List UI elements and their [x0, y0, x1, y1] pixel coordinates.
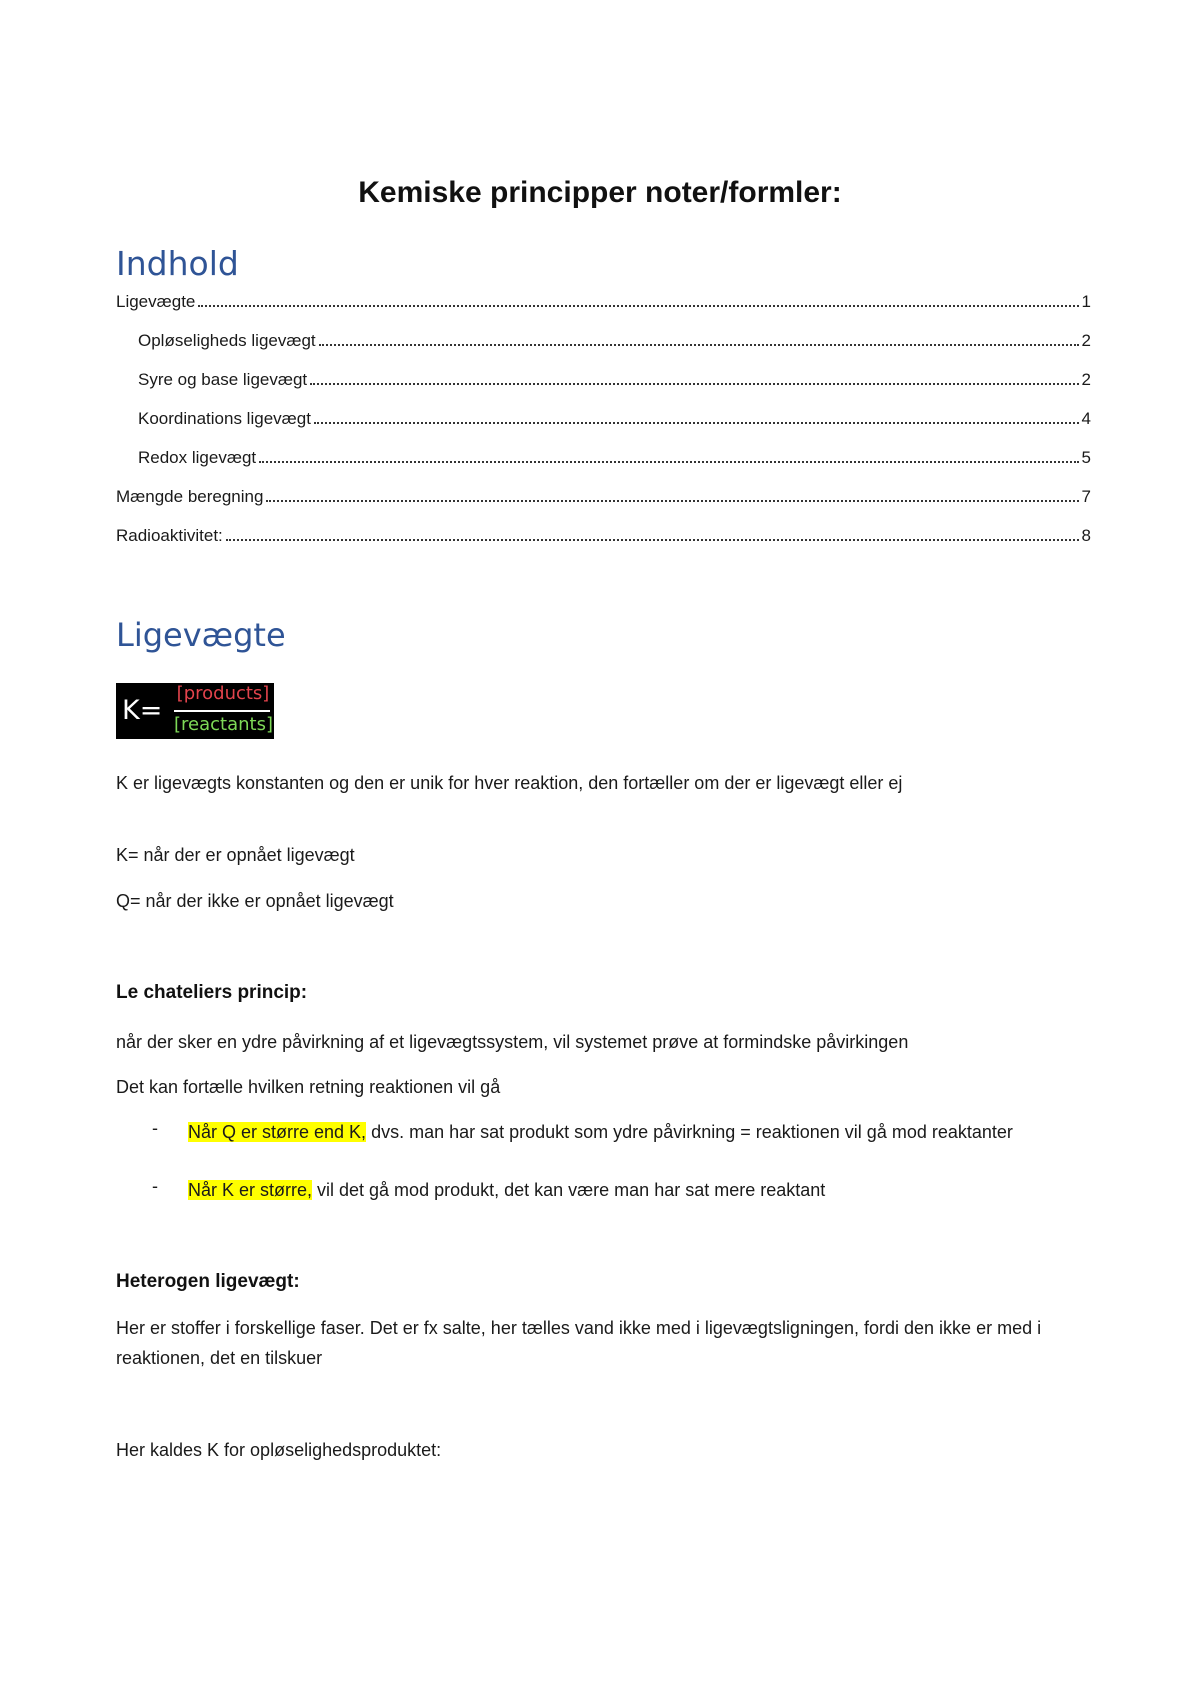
- toc-entry-radioaktivitet[interactable]: [116, 522, 1091, 546]
- toc-entry-label: Mængde beregning: [116, 487, 264, 506]
- toc-dot-leader: [198, 305, 1078, 307]
- toc-dot-leader: [266, 500, 1078, 502]
- document-title: Kemiske principper noter/formler:: [358, 176, 842, 209]
- section-heading-ligevaegte: Ligevægte: [116, 616, 286, 654]
- paragraph-k-equilibrium: K= når der er opnået ligevægt: [116, 845, 355, 865]
- toc-entry-ligevaegte[interactable]: [116, 288, 1091, 312]
- toc-page-number: 1: [1081, 292, 1091, 311]
- paragraph-k-definition: K er ligevægts konstanten og den er unik for hver reaktion, den fortæller om der er ligevægt eller ej: [116, 773, 903, 793]
- bullet-item-q-greater: [188, 1118, 1068, 1147]
- bullet-rest-text: vil det gå mod produkt, det kan være man har sat mere reaktant: [312, 1180, 826, 1200]
- paragraph-q-definition: Q= når der ikke er opnået ligevægt: [116, 891, 394, 911]
- toc-dot-leader: [319, 344, 1079, 346]
- bullet-marker: -: [152, 1118, 158, 1138]
- toc-entry-label: Syre og base ligevægt: [138, 370, 308, 389]
- toc-page-number: 8: [1081, 526, 1091, 545]
- paragraph-le-chatelier-principle: når der sker en ydre påvirkning af et ligevægtssystem, vil systemet prøve at formindske påvirkingen: [116, 1032, 909, 1052]
- toc-dot-leader: [259, 461, 1078, 463]
- toc-dot-leader: [310, 383, 1078, 385]
- toc-entry-syre-og-base-ligevaegt[interactable]: [138, 366, 1091, 390]
- subheading-heterogen-ligevaegt: Heterogen ligevægt:: [116, 1271, 300, 1292]
- subheading-le-chatelier: Le chateliers princip:: [116, 982, 308, 1003]
- toc-entry-koordinations-ligevaegt[interactable]: [138, 405, 1091, 429]
- toc-dot-leader: [314, 422, 1079, 424]
- toc-page-number: 2: [1081, 331, 1091, 350]
- paragraph-heterogen-description: Her er stoffer i forskellige faser. Det er fx salte, her tælles vand ikke med i ligevægtsligningen, fordi den ikke er med i reaktionen, det en tilskuer: [116, 1318, 1042, 1368]
- toc-page-number: 5: [1081, 448, 1091, 467]
- bullet-item-k-greater: [188, 1176, 1068, 1205]
- toc-entry-label: Redox ligevægt: [138, 448, 257, 467]
- toc-page-number: 7: [1081, 487, 1091, 506]
- formula-denominator: [reactants]: [174, 714, 273, 735]
- bullet-marker: -: [152, 1176, 158, 1196]
- toc-entry-oploeseligheds-ligevaegt[interactable]: [138, 327, 1091, 351]
- bullet-rest-text: dvs. man har sat produkt som ydre påvirkning = reaktionen vil gå mod reaktanter: [366, 1122, 1013, 1142]
- toc-dot-leader: [226, 539, 1079, 541]
- highlighted-text: Når K er større,: [188, 1180, 313, 1200]
- toc-entry-label: Radioaktivitet:: [116, 526, 223, 545]
- equilibrium-constant-formula-image: [116, 683, 274, 739]
- formula-fraction-bar: [174, 710, 270, 712]
- toc-entry-label: Koordinations ligevægt: [138, 409, 311, 428]
- highlighted-text: Når Q er større end K,: [188, 1122, 367, 1142]
- toc-page-number: 2: [1081, 370, 1091, 389]
- toc-entry-label: Ligevægte: [116, 292, 196, 311]
- toc-entry-label: Opløseligheds ligevægt: [138, 331, 316, 350]
- paragraph-solubility-product: Her kaldes K for opløselighedsproduktet:: [116, 1440, 442, 1460]
- toc-entry-redox-ligevaegt[interactable]: [138, 444, 1091, 468]
- formula-lhs: K=: [122, 695, 163, 726]
- paragraph-reaction-direction: Det kan fortælle hvilken retning reaktionen vil gå: [116, 1077, 501, 1097]
- toc-page-number: 4: [1081, 409, 1091, 428]
- toc-heading: Indhold: [116, 244, 239, 283]
- formula-numerator: [products]: [176, 683, 270, 704]
- toc-entry-maengde-beregning[interactable]: [116, 483, 1091, 507]
